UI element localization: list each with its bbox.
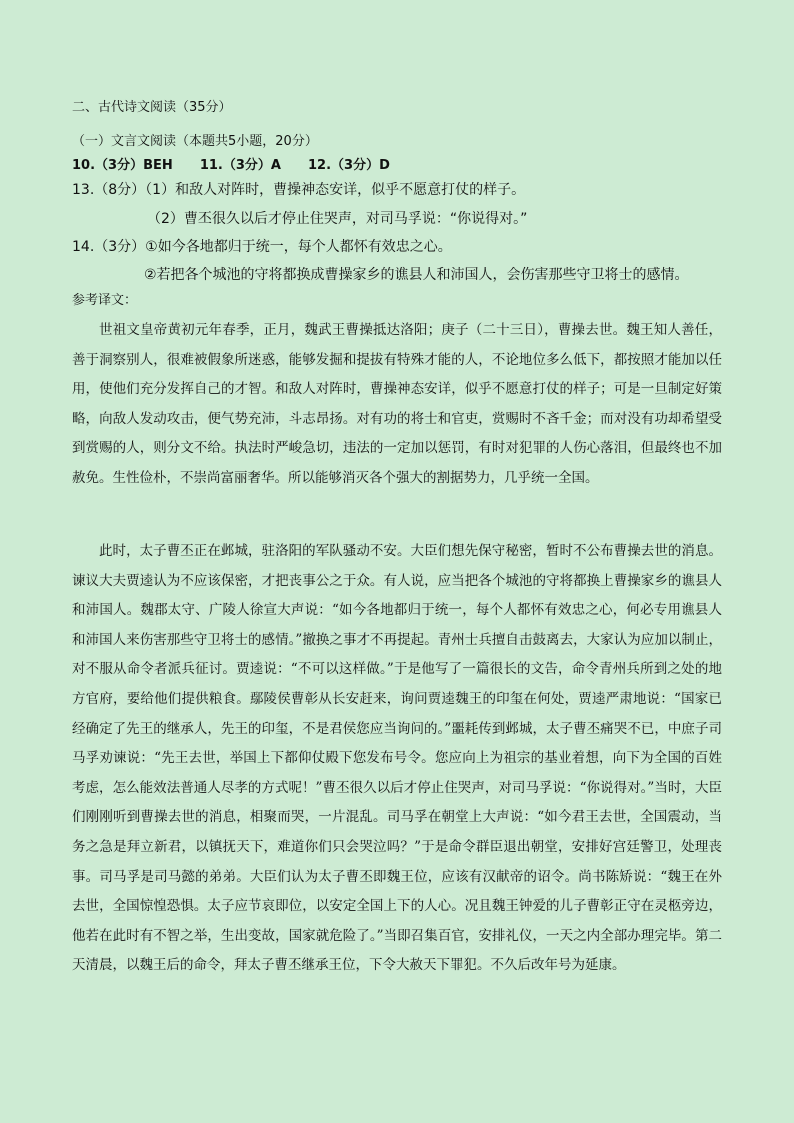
translation-paragraph-1: 世祖文皇帝黄初元年春季，正月，魏武王曹操抵达洛阳；庚子（二十三日），曹操去世。魏王知人善任，善于洞察别人，很难被假象所迷惑，能够发掘和提拔有特殊才能的人，不论地位多么低下，都按照才能加以任用，使他们充分发挥自己的才智。和敌人对阵时，曹操神态安详，似乎不愿意打仗的样子；可是一旦制定好策略，向敌人发动攻击，便气势充沛，斗志昂扬。对有功的将士和官吏，赏赐时不吝千金；而对没有功却希望受到赏赐的人，则分文不给。执法时严峻急切，违法的一定加以惩罚，有时对犯罪的人伤心落泪，但最终也不加赦免。生性俭朴，不崇尚富丽奢华。所以能够消灭各个强大的割据势力，几乎统一全国。	[72, 322, 722, 486]
answer-q13-part2: （2）曹丕很久以后才停止住哭声，对司马孚说：“你说得对。”	[147, 211, 528, 227]
answer-q14-part1: 14.（3分）①如今各地都归于统一，每个人都怀有效忠之心。	[72, 239, 452, 255]
answer-q12: 12.（3分）D	[308, 158, 390, 173]
translation-paragraph-2: 此时，太子曹丕正在邺城，驻洛阳的军队骚动不安。大臣们想先保守秘密，暂时不公布曹操去世的消息。谏议大夫贾逵认为不应该保密，才把丧事公之于众。有人说，应当把各个城池的守将都换上曹操家乡的谯县人和沛国人。魏郡太守、广陵人徐宣大声说：“如今各地都归于统一，每个人都怀有效忠之心，何必专用谯县人和沛国人来伤害那些守卫将士的感情。”撤换之事才不再提起。青州士兵擅自击鼓离去，大家认为应加以制止，对不服从命令者派兵征讨。贾逵说：“不可以这样做。”于是他写了一篇很长的文告，命令青州兵所到之处的地方官府，要给他们提供粮食。鄢陵侯曹彰从长安赶来，询问贾逵魏王的印玺在何处，贾逵严肃地说：“国家已经确定了先王的继承人，先王的印玺，不是君侯您应当询问的。”噩耗传到邺城，太子曹丕痛哭不已，中庶子司马孚劝谏说：“先王去世，举国上下都仰仗殿下您发布号令。您应向上为祖宗的基业着想，向下为全国的百姓考虑，怎么能效法普通人尽孝的方式呢！”曹丕很久以后才停止住哭声，对司马孚说：“你说得对。”当时，大臣们刚刚听到曹操去世的消息，相聚而哭，一片混乱。司马孚在朝堂上大声说：“如今君王去世，全国震动，当务之急是拜立新君，以镇抚天下，难道你们只会哭泣吗？”于是命令群臣退出朝堂，安排好宫廷警卫，处理丧事。司马孚是司马懿的弟弟。大臣们认为太子曹丕即魏王位，应该有汉献帝的诏令。尚书陈矫说：“魏王在外去世，全国惊惶恐惧。太子应节哀即位，以安定全国上下的人心。况且魏王钟爱的儿子曹彰正守在灵柩旁边，他若在此时有不智之举，生出变故，国家就危险了。”当即召集百官，安排礼仪，一天之内全部办理完毕。第二天清晨，以魏王后的命令，拜太子曹丕继承王位，下令大赦天下罪犯。不久后改年号为延康。	[72, 543, 722, 974]
section-heading: 二、古代诗文阅读（35分）	[72, 100, 232, 115]
subsection-heading: （一）文言文阅读（本题共5小题，20分）	[72, 134, 318, 149]
answer-q14-part2: ②若把各个城池的守将都换成曹操家乡的谯县人和沛国人，会伤害那些守卫将士的感情。	[144, 267, 689, 283]
answers-multiple-choice	[72, 154, 390, 173]
reference-translation-label: 参考译文：	[72, 293, 138, 308]
answer-q10: 10.（3分）BEH	[72, 158, 173, 173]
answer-q13-part1: 13.（8分）（1）和敌人对阵时，曹操神态安详，似乎不愿意打仗的样子。	[72, 182, 526, 198]
answer-q11: 11.（3分）A	[199, 158, 281, 173]
